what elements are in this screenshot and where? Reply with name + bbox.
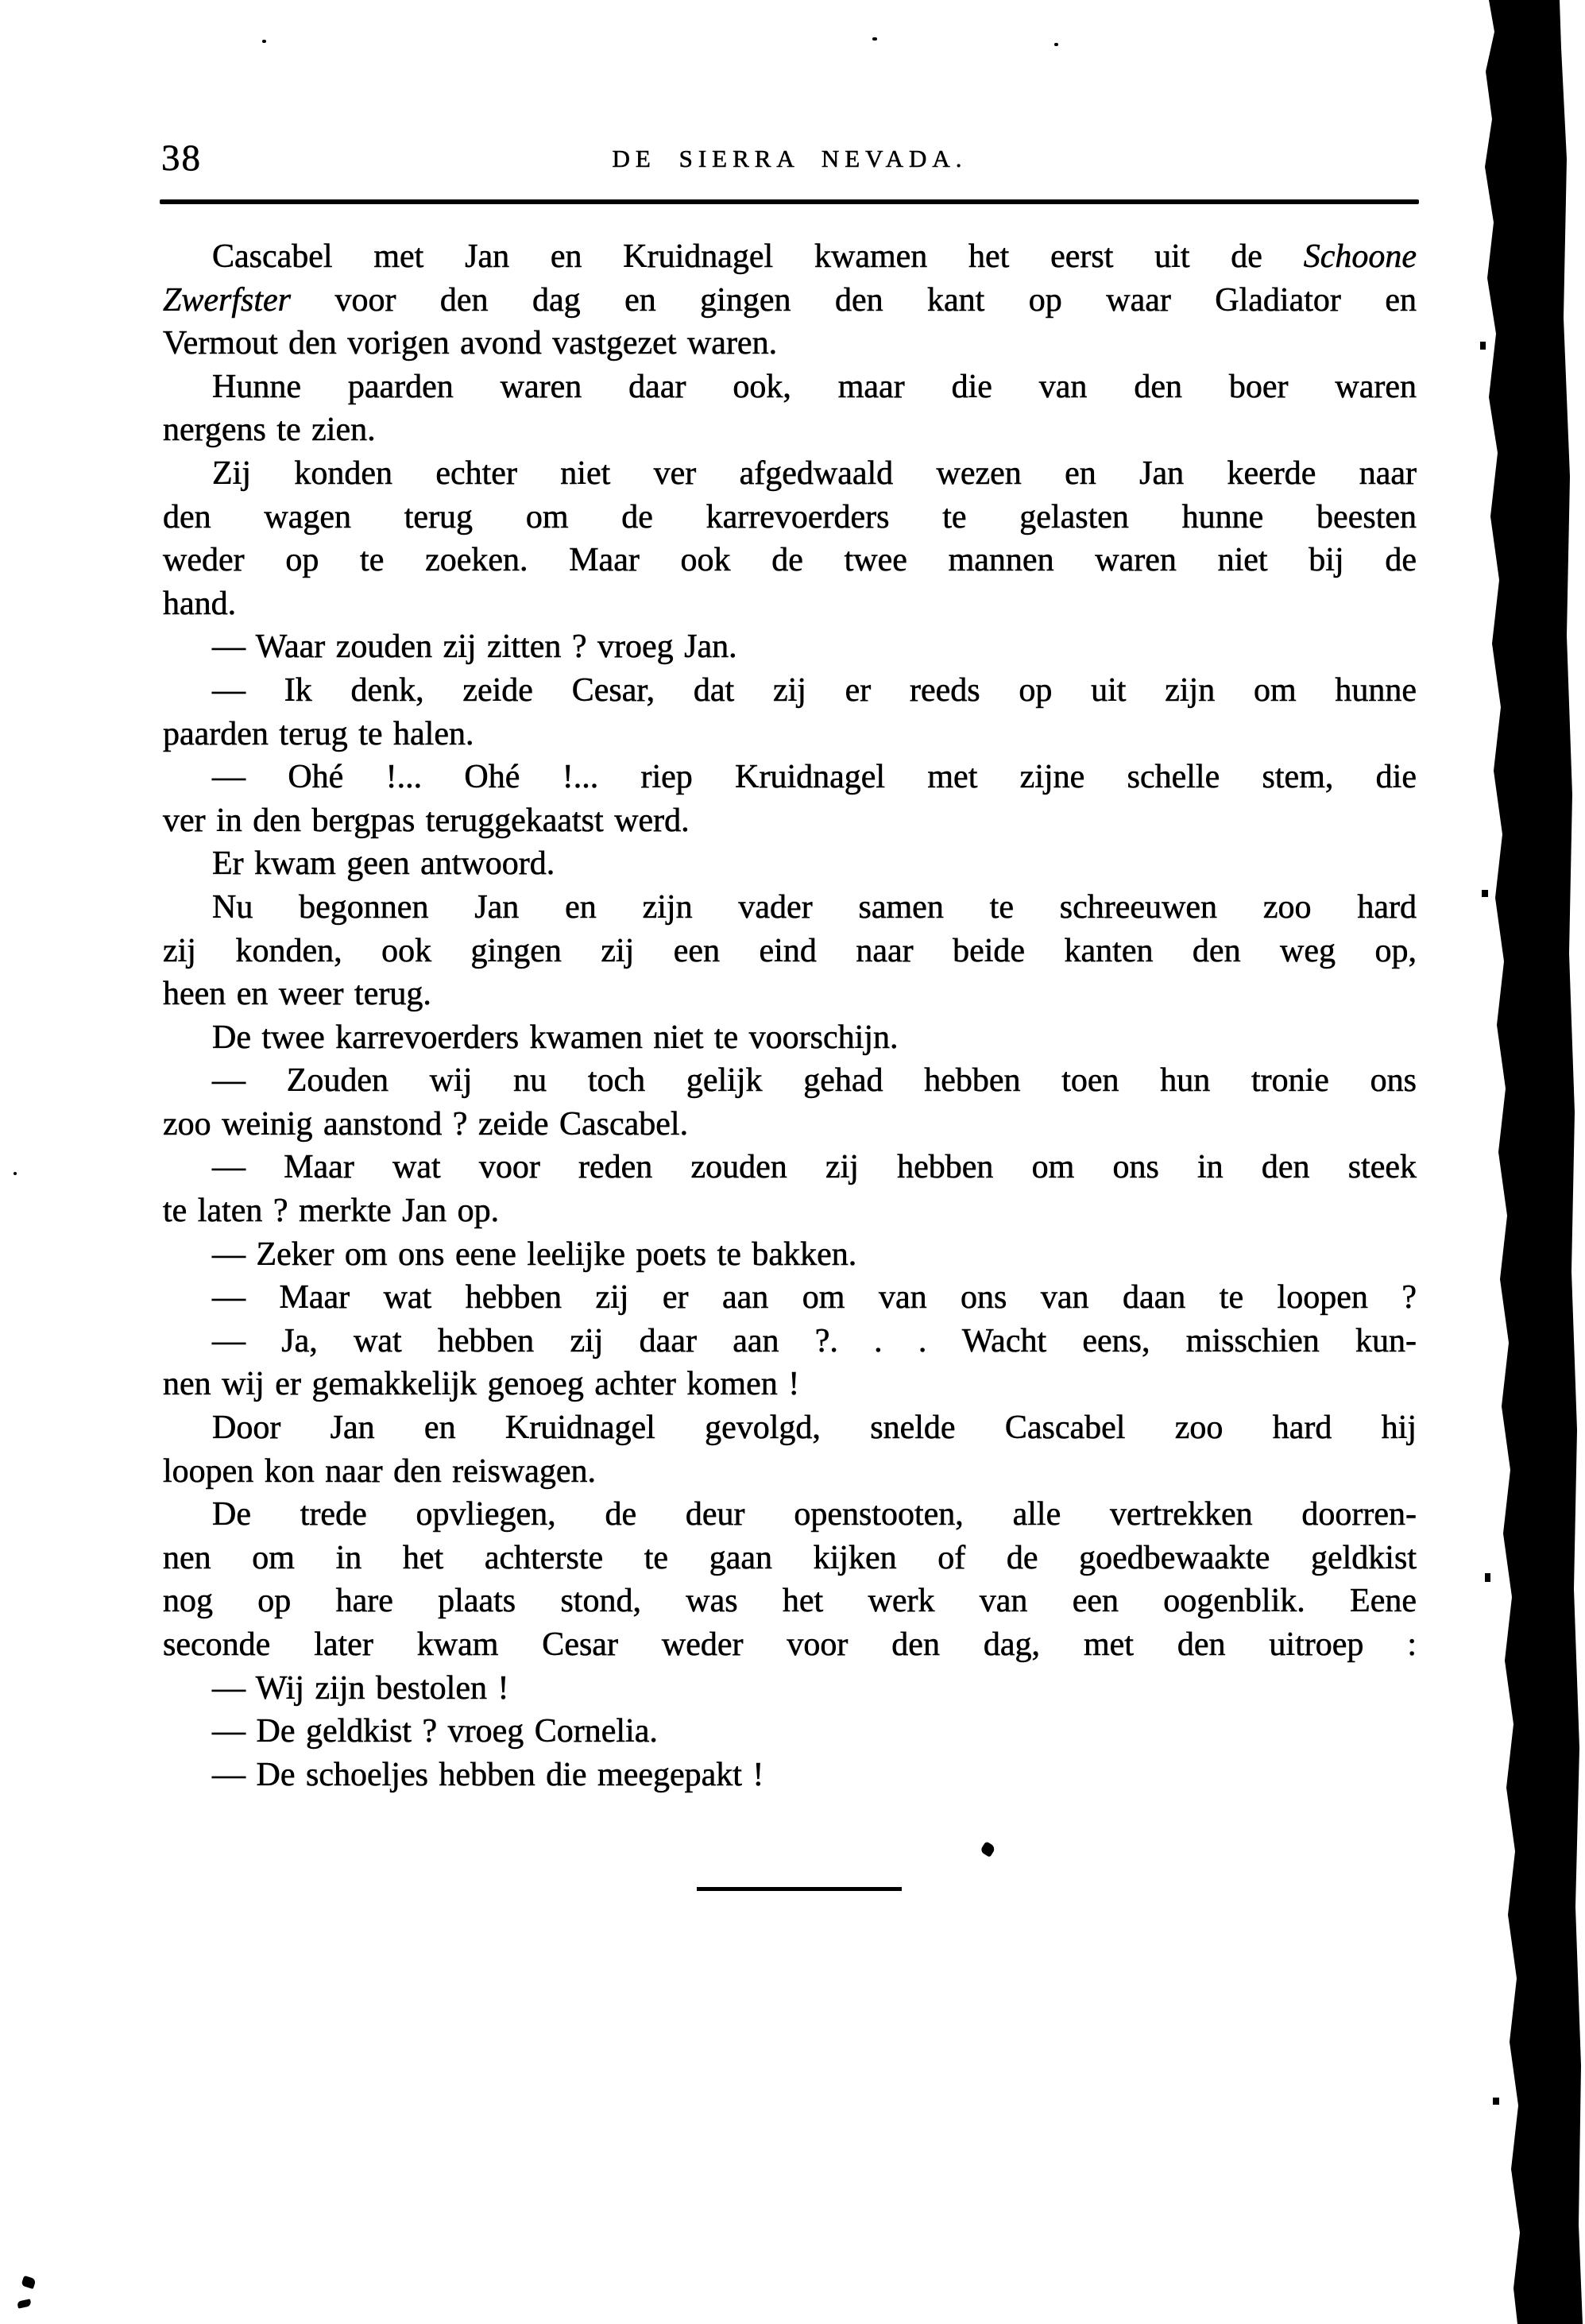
body-text [163, 235, 1417, 1796]
text-line: — De geldkist ? vroeg Cornelia. [212, 1713, 658, 1750]
text-line: Zwerfster voor den dag en gingen den kant op waar Gladiator en [163, 281, 1417, 319]
ink-speck [17, 2299, 31, 2308]
section-end-rule [697, 1887, 902, 1891]
text-line: — Waar zouden zij zitten ? vroeg Jan. [212, 628, 737, 666]
text-line: nergens te zien. [163, 412, 376, 449]
text-line: zoo weinig aanstond ? zeide Cascabel. [163, 1105, 689, 1143]
page-number: 38 [161, 137, 202, 179]
text-line: Er kwam geen antwoord. [212, 845, 555, 883]
text-line: Cascabel met Jan en Kruidnagel kwamen het eerst uit de Schoone [212, 238, 1417, 275]
text-line: Hunne paarden waren daar ook, maar die van den boer waren [212, 368, 1417, 405]
text-line: — Maar wat hebben zij er aan om van ons van daan te loopen ? [212, 1279, 1417, 1317]
running-header: DE SIERRA NEVADA. [612, 145, 968, 172]
text-line: — Zeker om ons eene leelijke poets te bakken. [212, 1235, 857, 1273]
text-line: — Zouden wij nu toch gelijk gehad hebben toen hun tronie ons [212, 1062, 1417, 1100]
ink-speck [21, 2276, 36, 2289]
ink-speck [262, 40, 266, 43]
header-rule [160, 199, 1419, 204]
text-line: te laten ? merkte Jan op. [163, 1193, 500, 1230]
text-line: den wagen terug om de karrevoerders te gelasten hunne beesten [163, 498, 1417, 536]
text-line: Vermout den vorigen avond vastgezet waren. [163, 325, 778, 362]
text-line: heen en weer terug. [163, 976, 431, 1013]
text-line: De twee karrevoerders kwamen niet te voorschijn. [212, 1019, 899, 1056]
text-line: hand. [163, 585, 237, 622]
ink-speck [980, 1841, 996, 1858]
text-line: Zij konden echter niet ver afgedwaald wezen en Jan keerde naar [212, 454, 1417, 492]
text-line: Door Jan en Kruidnagel gevolgd, snelde Cascabel zoo hard hij [212, 1409, 1417, 1447]
ink-speck [872, 37, 877, 41]
text-line: zij konden, ook gingen zij een eind naar beide kanten den weg op, [163, 932, 1417, 969]
ink-speck [14, 1172, 17, 1175]
text-line: Nu begonnen Jan en zijn vader samen te schreeuwen zoo hard [212, 888, 1417, 926]
text-line: — Maar wat voor reden zouden zij hebben om ons in den steek [212, 1149, 1417, 1186]
text-line: — Ohé !... Ohé !... riep Kruidnagel met zijne schelle stem, die [212, 759, 1417, 796]
text-line: loopen kon naar den reiswagen. [163, 1452, 596, 1490]
scan-gutter-shadow [1474, 0, 1585, 2324]
text-line: paarden terug te halen. [163, 715, 474, 752]
ink-speck [1054, 43, 1058, 46]
text-line: nen om in het achterste te gaan kijken of de goedbewaakte geldkist [163, 1539, 1417, 1576]
text-line: De trede opvliegen, de deur openstooten, alle vertrekken doorren- [212, 1496, 1417, 1533]
text-line: ver in den bergpas teruggekaatst werd. [163, 802, 690, 839]
text-line: seconde later kwam Cesar weder voor den dag, met den uitroep : [163, 1626, 1417, 1663]
text-line: — Wij zijn bestolen ! [212, 1669, 509, 1707]
text-line: weder op te zoeken. Maar ook de twee mannen waren niet bij de [163, 542, 1417, 579]
text-line: — De schoeljes hebben die meegepakt ! [212, 1756, 764, 1793]
text-line: nog op hare plaats stond, was het werk van een oogenblik. Eene [163, 1583, 1417, 1620]
text-line: — Ik denk, zeide Cesar, dat zij er reeds op uit zijn om hunne [212, 671, 1417, 709]
text-line: — Ja, wat hebben zij daar aan ?. . . Wacht eens, misschien kun- [212, 1322, 1417, 1359]
text-line: nen wij er gemakkelijk genoeg achter komen ! [163, 1366, 800, 1403]
